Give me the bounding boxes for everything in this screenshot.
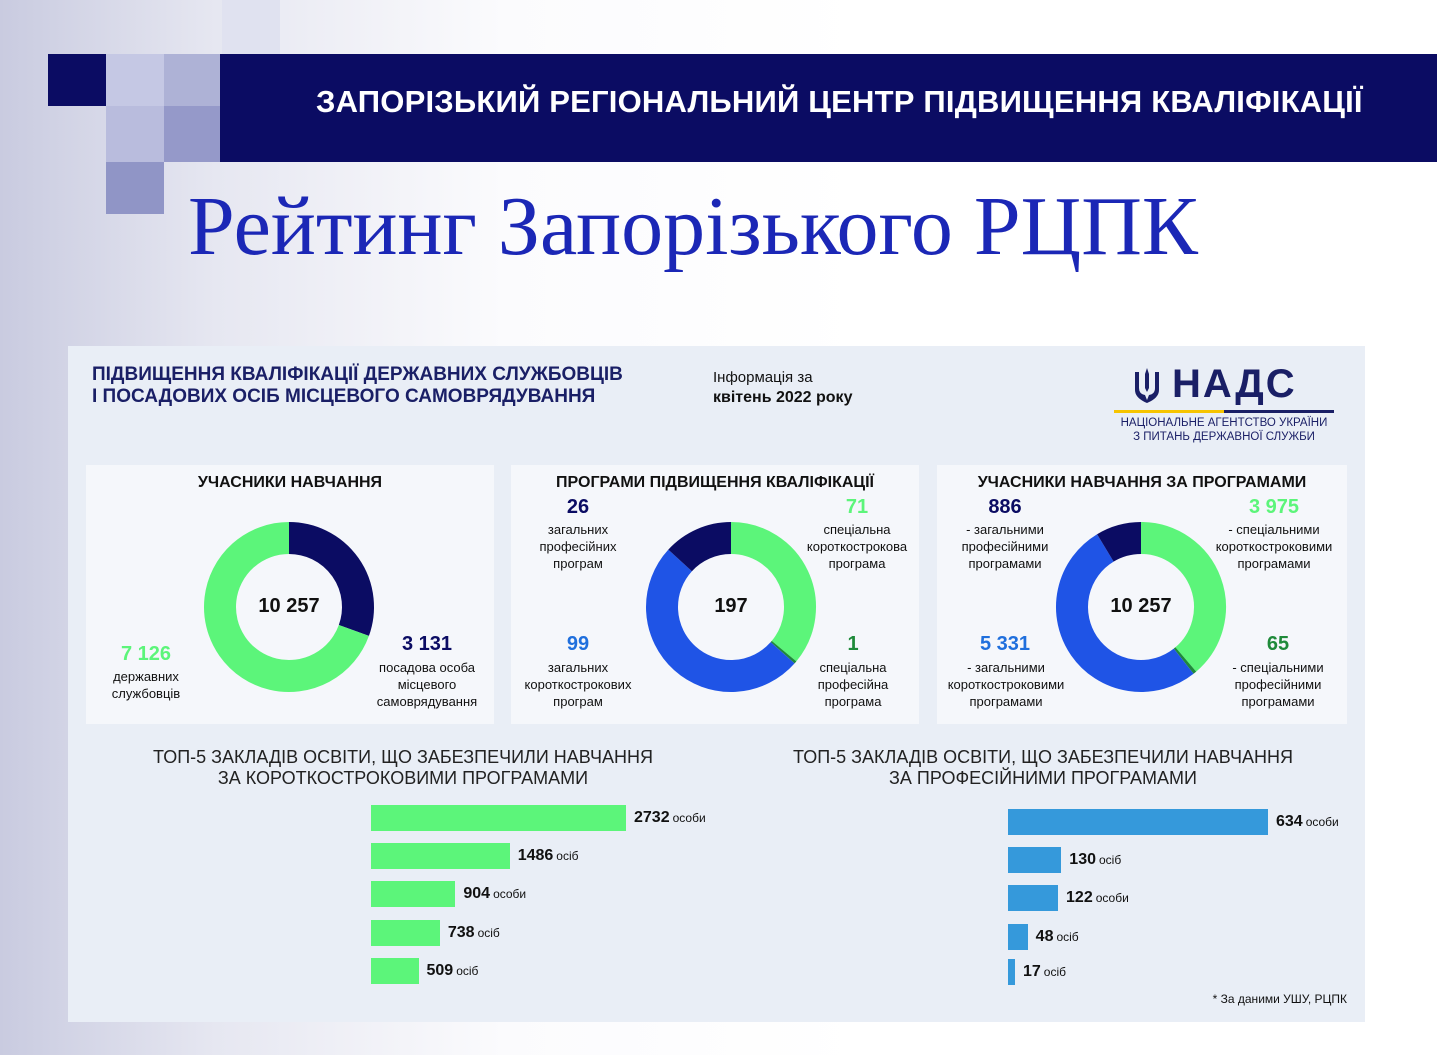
data-label-value: 5 331 <box>979 633 1031 655</box>
data-label-line: загальних <box>547 522 609 537</box>
data-label-line: загальних <box>547 660 609 675</box>
bar <box>371 958 419 984</box>
data-label-text <box>1207 521 1341 572</box>
bar-unit: осіб <box>556 849 579 863</box>
donut-slice <box>783 651 784 653</box>
bar <box>1008 809 1268 835</box>
bar-unit: особи <box>672 811 706 825</box>
bar-value: 509 <box>426 962 454 979</box>
bar <box>371 920 440 946</box>
data-label-line: професійними <box>961 539 1049 554</box>
bar <box>371 881 455 907</box>
data-label-value: 3 975 <box>1248 496 1300 518</box>
decor-square <box>164 54 222 106</box>
data-label-value: 7 126 <box>120 643 172 665</box>
data-label-text <box>945 521 1065 572</box>
data-label-value: 65 <box>1266 633 1290 655</box>
data-label-value: 99 <box>566 633 590 655</box>
donut-slice <box>1105 538 1141 548</box>
bar-value: 130 <box>1069 851 1096 868</box>
bar-value-label <box>448 924 500 942</box>
data-label-line: професійними <box>1234 677 1322 692</box>
data-label-line: короткострокових <box>524 677 632 692</box>
data-label-line: програма <box>824 694 882 709</box>
logo-subtitle-line: З ПИТАНЬ ДЕРЖАВНОЇ СЛУЖБИ <box>1133 431 1315 443</box>
bar-value: 2732 <box>634 809 670 826</box>
donut-center-label: 10 257 <box>1110 595 1172 617</box>
bar <box>1008 847 1061 873</box>
card-participants-by-program <box>937 465 1347 724</box>
bar-value-label <box>463 885 526 903</box>
data-label-line: - спеціальними <box>1232 660 1324 675</box>
bar-value-label <box>1069 851 1121 869</box>
data-label-value: 26 <box>566 496 590 518</box>
data-label-line: професійна <box>817 677 889 692</box>
data-label-text <box>96 668 196 702</box>
bar-unit: осіб <box>1056 930 1079 944</box>
data-label-value: 3 131 <box>401 633 453 655</box>
bar-chart-title <box>108 747 698 789</box>
bar-unit: осіб <box>456 964 479 978</box>
data-label-line: місцевого <box>397 677 457 692</box>
bar-value: 738 <box>447 924 475 941</box>
bar-value-label <box>1023 963 1066 981</box>
bar-value-label <box>1036 928 1079 946</box>
logo-subtitle-line: НАЦІОНАЛЬНЕ АГЕНТСТВО УКРАЇНИ <box>1120 417 1328 429</box>
bar-chart-title-line: ЗА ПРОФЕСІЙНИМИ ПРОГРАМАМИ <box>889 768 1197 788</box>
decor-square <box>106 54 164 106</box>
data-label-line: короткостроковими <box>1215 539 1333 554</box>
bar-chart-title-line: ТОП-5 ЗАКЛАДІВ ОСВІТИ, ЩО ЗАБЕЗПЕЧИЛИ НАВЧАННЯ <box>153 747 653 767</box>
data-label-line: програмами <box>1237 556 1311 571</box>
data-label-line: програмами <box>968 556 1042 571</box>
donut-slice <box>1184 659 1186 661</box>
panel-title <box>92 364 623 408</box>
card-title: УЧАСНИКИ НАВЧАННЯ <box>197 474 383 491</box>
bar-value: 634 <box>1276 813 1303 830</box>
data-label-line: програм <box>553 556 603 571</box>
data-label-line: професійних <box>539 539 617 554</box>
bar-chart-title-line: ЗА КОРОТКОСТРОКОВИМИ ПРОГРАМАМИ <box>217 768 589 788</box>
bar <box>1008 959 1015 985</box>
data-label-line: спеціальна <box>823 522 891 537</box>
bar-value-label <box>427 962 479 980</box>
trident-icon <box>1132 366 1162 404</box>
data-label-text <box>793 659 913 710</box>
card-participants <box>86 465 494 724</box>
donut-center-label: 197 <box>714 595 748 617</box>
infographic-panel <box>68 346 1365 1022</box>
bar-value-label <box>1276 813 1339 831</box>
decor-square <box>106 162 164 214</box>
data-label-line: короткостроковими <box>947 677 1065 692</box>
bar-value-label <box>1066 889 1129 907</box>
bar-value: 1486 <box>517 847 554 864</box>
bar-value: 48 <box>1035 928 1054 945</box>
bar-unit: особи <box>1305 815 1339 829</box>
donut-slice <box>662 560 783 676</box>
data-label-text <box>513 659 643 710</box>
data-label-line: програм <box>553 694 603 709</box>
decor-square <box>48 54 106 106</box>
info-label: Інформація за <box>713 369 813 386</box>
page-title: Рейтинг Запорізького РЦПК <box>188 180 1198 273</box>
bar <box>371 805 626 831</box>
data-label-value: 886 <box>988 496 1022 518</box>
donut-center-label: 10 257 <box>258 595 320 617</box>
data-label-line: службовців <box>111 686 181 701</box>
decor-square <box>222 0 280 54</box>
bar-unit: особи <box>493 887 527 901</box>
data-label-text <box>1218 659 1338 710</box>
data-label-line: - загальними <box>966 522 1044 537</box>
bar <box>1008 924 1028 950</box>
bar-unit: осіб <box>477 926 500 940</box>
data-label-line: державних <box>113 669 179 684</box>
bar-value-label <box>518 847 579 865</box>
footnote: * За даними УШУ, РЦПК <box>1212 992 1347 1006</box>
decor-square <box>164 106 222 162</box>
info-period-value: квітень 2022 року <box>713 389 853 406</box>
bar-chart-title <box>748 747 1338 789</box>
logo-name: НАДС <box>1172 362 1297 406</box>
bar <box>371 843 510 869</box>
data-label-value: 71 <box>845 496 869 518</box>
bar-unit: осіб <box>1099 853 1122 867</box>
data-label-line: - загальними <box>967 660 1045 675</box>
bar-value: 904 <box>463 885 491 902</box>
org-title: ЗАПОРІЗЬКИЙ РЕГІОНАЛЬНИЙ ЦЕНТР ПІДВИЩЕННЯ КВАЛІФІКАЦІЇ <box>316 84 1363 119</box>
panel-title-line: І ПОСАДОВИХ ОСІБ МІСЦЕВОГО САМОВРЯДУВАННЯ <box>92 386 596 407</box>
data-label-line: короткострокова <box>806 539 908 554</box>
data-label-line: програмами <box>969 694 1043 709</box>
data-label-line: спеціальна <box>819 660 887 675</box>
data-label-text <box>939 659 1073 710</box>
card-programs <box>511 465 919 724</box>
bar-value: 17 <box>1022 963 1041 980</box>
bar-unit: особи <box>1095 891 1129 905</box>
bar <box>1008 885 1058 911</box>
data-label-line: самоврядування <box>376 694 478 709</box>
logo-subtitle <box>1114 416 1334 444</box>
card-title: ПРОГРАМИ ПІДВИЩЕННЯ КВАЛІФІКАЦІЇ <box>556 474 874 491</box>
donut-slice <box>680 538 731 560</box>
data-label-text <box>518 521 638 572</box>
card-title: УЧАСНИКИ НАВЧАННЯ ЗА ПРОГРАМАМИ <box>977 474 1307 491</box>
bar-value: 122 <box>1066 889 1093 906</box>
data-label-line: програма <box>828 556 886 571</box>
panel-title-line: ПІДВИЩЕННЯ КВАЛІФІКАЦІЇ ДЕРЖАВНИХ СЛУЖБОВЦІВ <box>92 364 623 385</box>
data-label-text <box>797 521 917 572</box>
decor-square <box>106 106 164 162</box>
logo-divider <box>1114 410 1334 413</box>
data-label-line: - спеціальними <box>1228 522 1320 537</box>
bar-value-label <box>634 809 706 827</box>
data-label-line: посадова особа <box>379 660 475 675</box>
bar-chart-title-line: ТОП-5 ЗАКЛАДІВ ОСВІТИ, ЩО ЗАБЕЗПЕЧИЛИ НАВЧАННЯ <box>793 747 1293 767</box>
data-label-text <box>362 659 492 710</box>
info-period <box>713 368 852 408</box>
data-label-line: програмами <box>1241 694 1315 709</box>
data-label-value: 1 <box>847 633 859 655</box>
bar-unit: осіб <box>1043 965 1066 979</box>
